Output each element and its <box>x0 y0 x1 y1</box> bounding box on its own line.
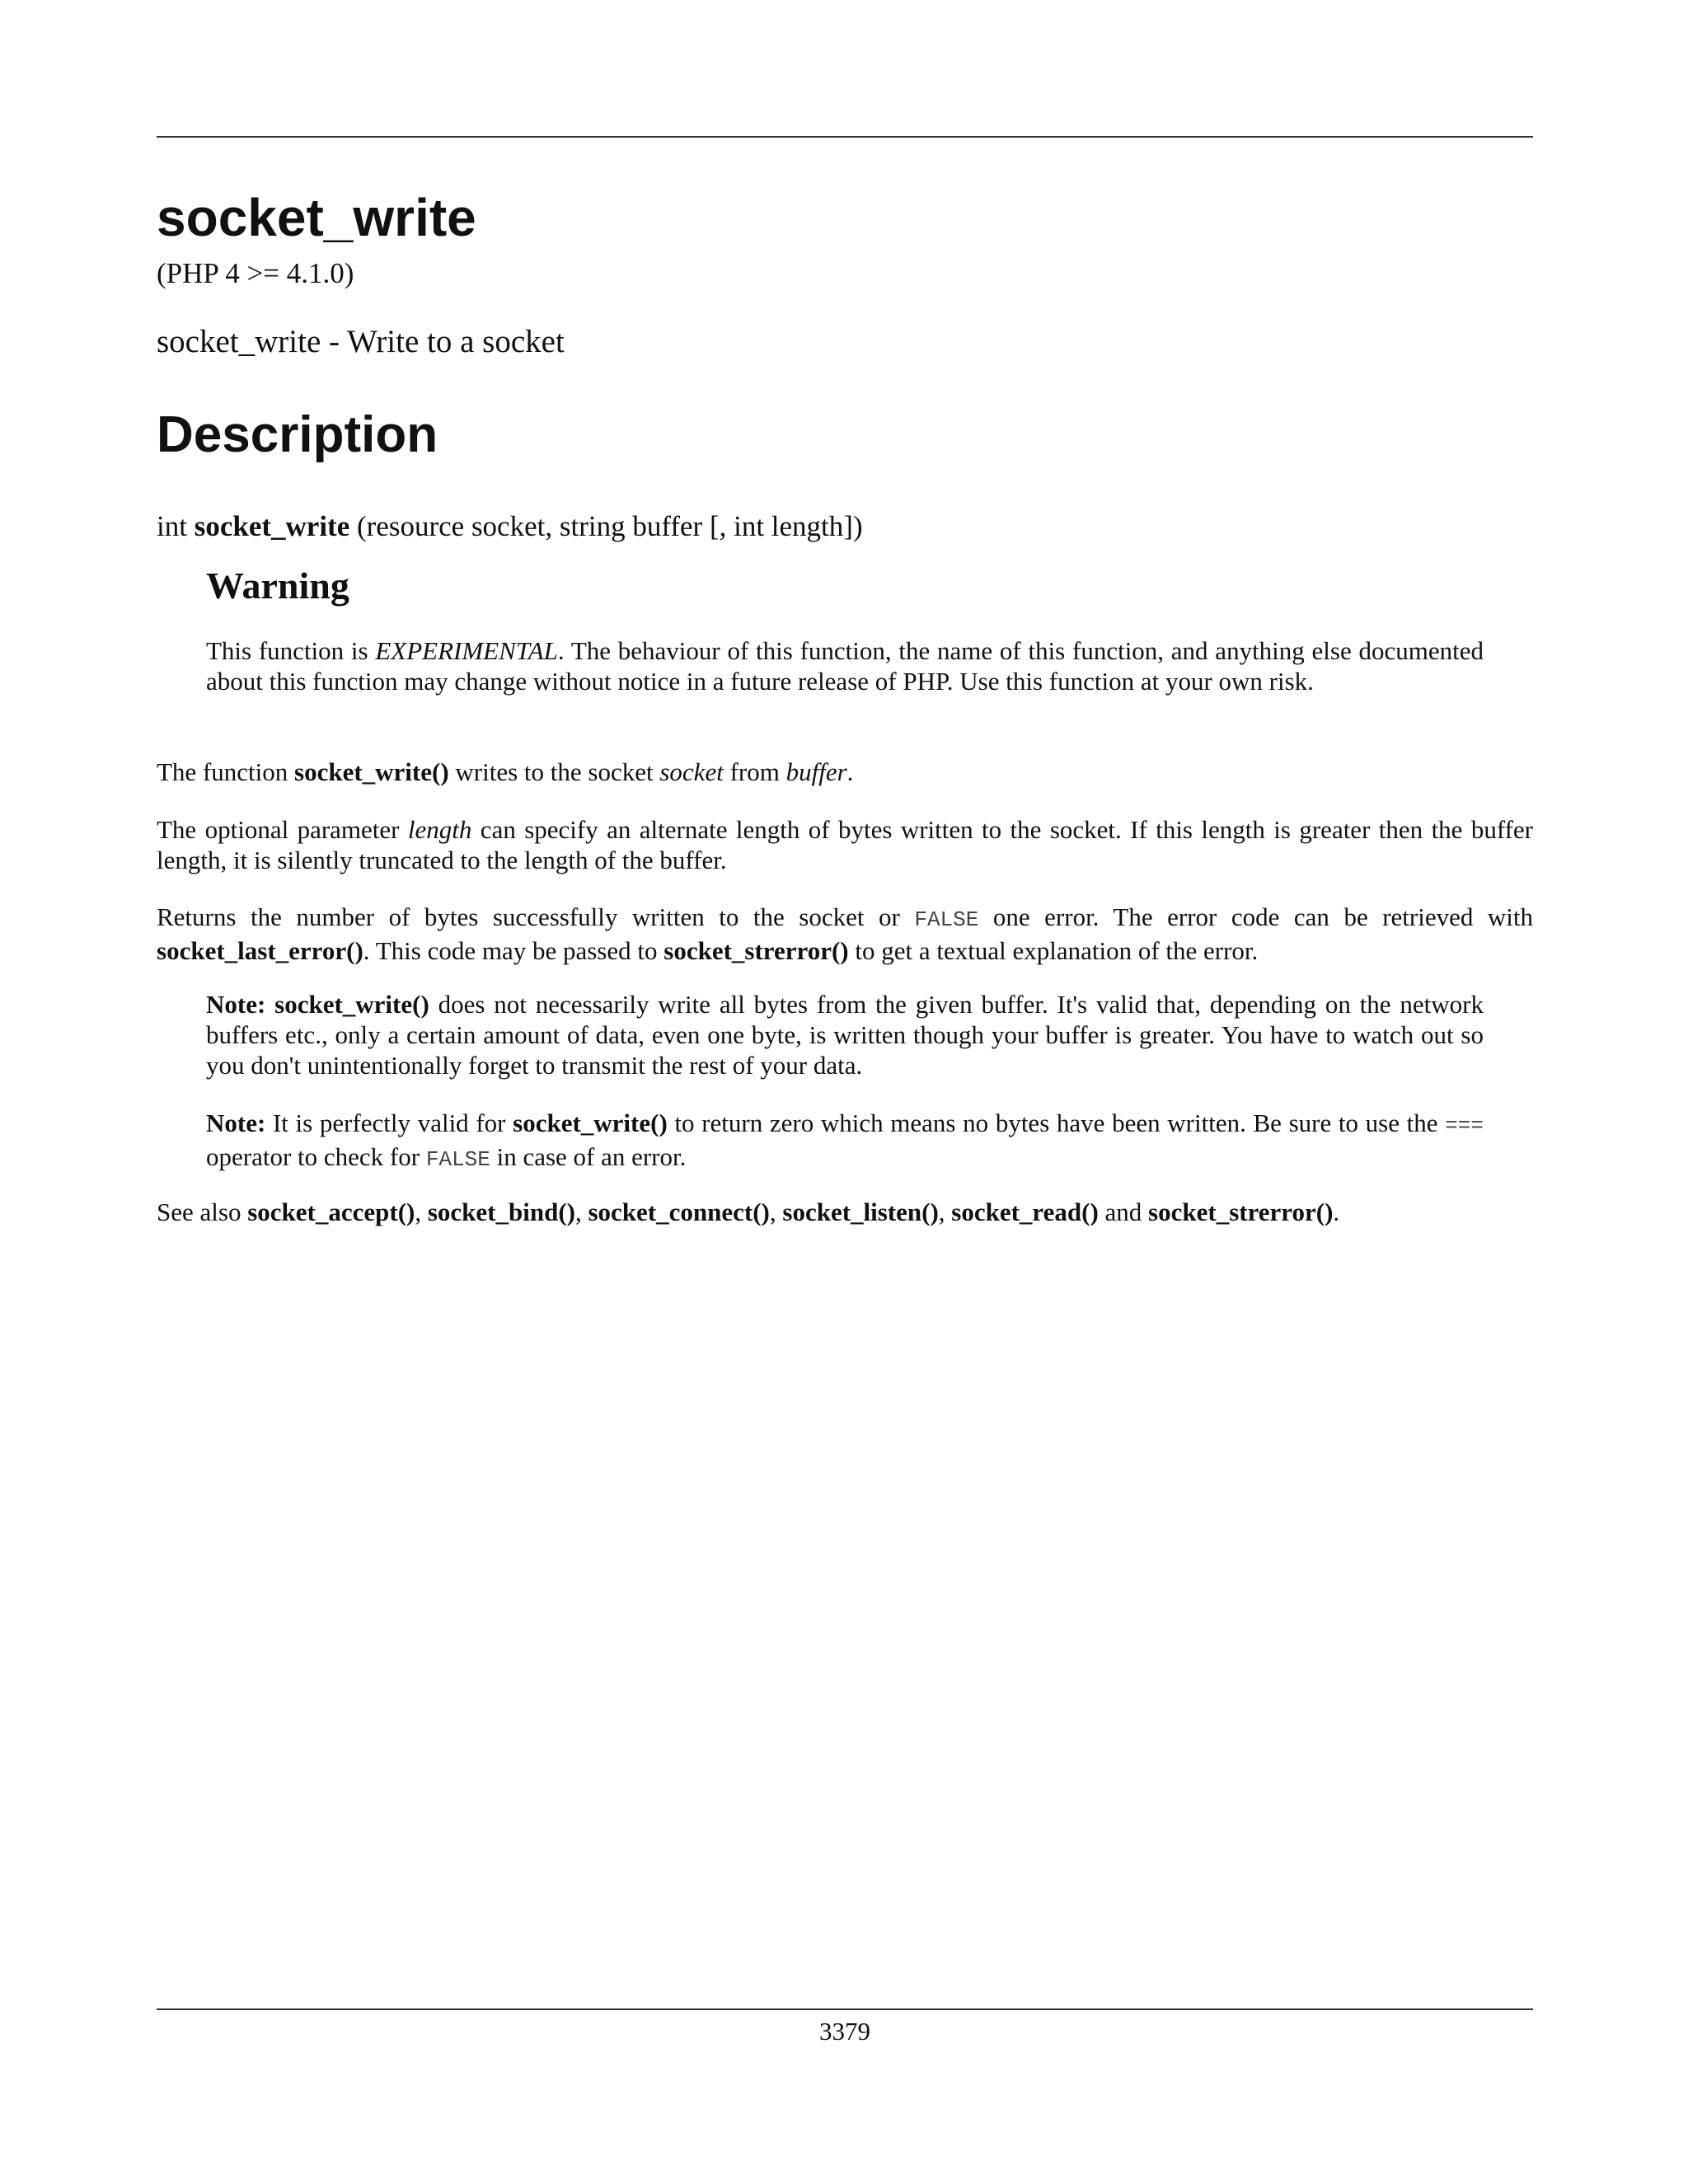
note-label: Note: <box>206 1108 273 1137</box>
function-synopsis <box>157 510 863 543</box>
warning-heading: Warning <box>206 565 349 607</box>
false-constant: FALSE <box>914 907 979 932</box>
false-constant: FALSE <box>425 1147 490 1172</box>
document-page <box>157 0 1533 2184</box>
function-ref-socket-write[interactable]: socket_write() <box>274 990 429 1019</box>
note-zero-return: Note: It is perfectly valid for socket_write() to return zero which means no bytes have been written. Be sure to use the === operator to check for FALSE in case of an error. <box>206 1108 1484 1172</box>
param-socket: socket <box>659 757 724 786</box>
version-info: (PHP 4 >= 4.1.0) <box>157 257 354 289</box>
see-also-link-socket-connect[interactable]: socket_connect() <box>588 1197 770 1226</box>
experimental-emphasis: EXPERIMENTAL <box>375 636 558 665</box>
bottom-rule <box>157 2008 1533 2010</box>
identity-operator: === <box>1445 1113 1484 1138</box>
top-rule <box>157 136 1533 138</box>
param-length: length <box>407 815 472 844</box>
refname-line: socket_write - Write to a socket <box>157 324 565 359</box>
function-ref-socket-write[interactable]: socket_write() <box>294 757 449 786</box>
paragraph-length-parameter: The optional parameter length can specify an alternate length of bytes written to the socket. If this length is greater then the buffer length, it is silently truncated to the length of the buffer. <box>157 815 1534 874</box>
note-label: Note: <box>206 990 275 1019</box>
function-ref-socket-last-error[interactable]: socket_last_error() <box>157 936 363 965</box>
see-also-link-socket-accept[interactable]: socket_accept() <box>247 1197 415 1226</box>
param-buffer: buffer <box>785 757 847 786</box>
function-ref-socket-strerror[interactable]: socket_strerror() <box>663 936 849 965</box>
note-partial-write: Note: socket_write() does not necessarily write all bytes from the given buffer. It's valid that, depending on the network buffers etc., only a certain amount of data, even one byte, is written though your buffer is greater. You have to watch out so you don't unintentionally forget to transmit the rest of your data. <box>206 990 1484 1080</box>
parameter-list: (resource socket, string buffer [, int length]) <box>349 510 863 542</box>
paragraph-return-value: Returns the number of bytes successfully written to the socket or FALSE one error. The error code can be retrieved with socket_last_error(). This code may be passed to socket_strerror() to get a textual explanation of the error. <box>157 902 1534 965</box>
function-ref-socket-write[interactable]: socket_write() <box>513 1108 668 1137</box>
section-heading-description: Description <box>157 406 438 463</box>
page-number: 3379 <box>819 2017 870 2046</box>
paragraph-writes-to-socket: The function socket_write() writes to the socket socket from buffer. <box>157 757 854 786</box>
see-also-link-socket-listen[interactable]: socket_listen() <box>782 1197 939 1226</box>
see-also: See also socket_accept(), socket_bind(), socket_connect(), socket_listen(), socket_read() and socket_strerror(). <box>157 1197 1340 1226</box>
see-also-link-socket-strerror[interactable]: socket_strerror() <box>1148 1197 1334 1226</box>
see-also-link-socket-bind[interactable]: socket_bind() <box>427 1197 575 1226</box>
function-name: socket_write <box>194 510 350 542</box>
see-also-link-socket-read[interactable]: socket_read() <box>951 1197 1099 1226</box>
page-title: socket_write <box>157 188 476 247</box>
return-type: int <box>157 510 195 542</box>
warning-text: This function is EXPERIMENTAL. The behaviour of this function, the name of this function, and anything else documented about this function may change without notice in a future release of PHP. Use this function at your own risk. <box>206 636 1484 696</box>
